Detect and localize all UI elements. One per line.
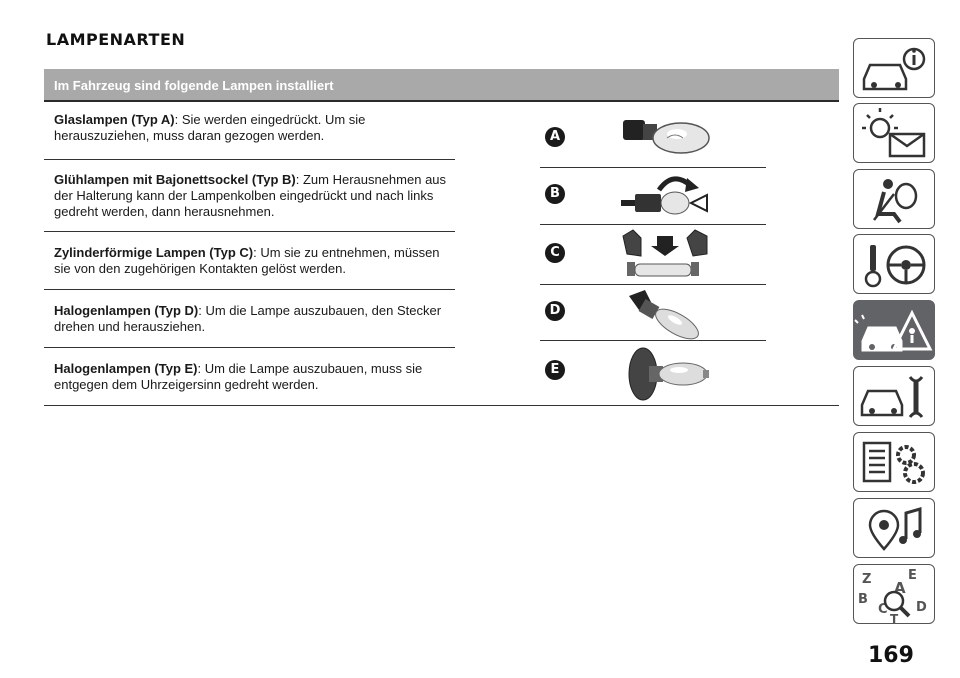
letter-badge-c: C: [545, 243, 565, 263]
lamp-type-label: Glühlampen mit Bajonettsockel (Typ B): [54, 172, 296, 187]
seat-airbag-icon: [854, 170, 936, 230]
letter-badge-b: B: [545, 184, 565, 204]
index-letter: C: [878, 602, 888, 617]
lamp-description: : Zum Herausnehmen aus der Halterung kann der Lampenkolben eingedrückt und nach links gedreht werden, dann herausnehmen.: [54, 172, 447, 219]
side-tab-safety[interactable]: [853, 169, 935, 229]
lamp-description: : Sie werden eingedrückt. Um sie herauszuziehen, muss daran gezogen werden.: [54, 112, 366, 143]
navigation-music-icon: [854, 499, 936, 559]
table-bottom-rule: [44, 405, 839, 406]
lamp-type-label: Halogenlampen (Typ D): [54, 303, 199, 318]
lamp-type-label: Glaslampen (Typ A): [54, 112, 175, 127]
lamp-row-b: [44, 172, 455, 232]
alphabet-index-icon: [854, 565, 936, 625]
side-tab-emergency[interactable]: [853, 300, 935, 360]
warning-light-envelope-icon: [854, 104, 936, 164]
letter-badge-d: D: [545, 301, 565, 321]
page-number: 169: [868, 643, 914, 668]
side-tab-maintenance[interactable]: [853, 366, 935, 426]
side-tab-multimedia[interactable]: [853, 498, 935, 558]
side-tab-starting-driving[interactable]: [853, 234, 935, 294]
index-letter: T: [890, 612, 899, 625]
checklist-gears-icon: [854, 433, 936, 493]
halogen-bulb-d-icon: [615, 286, 715, 340]
lamp-type-label: Halogenlampen (Typ E): [54, 361, 198, 376]
index-letter: Z: [862, 572, 872, 587]
side-tab-technical-data[interactable]: [853, 432, 935, 492]
letter-badge-a: A: [545, 127, 565, 147]
side-tab-car-info[interactable]: [853, 38, 935, 98]
table-header-text: Im Fahrzeug sind folgende Lampen installiert: [54, 78, 334, 93]
index-letter: E: [908, 568, 917, 583]
car-info-icon: [854, 39, 936, 99]
wedge-bulb-icon: [615, 112, 715, 162]
lamp-row-e: [44, 361, 455, 405]
festoon-bulb-icon: [615, 226, 715, 282]
halogen-bulb-e-icon: [615, 344, 715, 402]
car-breakdown-warning-icon: [854, 301, 936, 361]
lamp-description: : Um die Lampe auszubauen, muss sie entgegen dem Uhrzeigersinn gedreht werden.: [54, 361, 423, 392]
lamp-description: : Um sie zu entnehmen, müssen sie von den zugehörigen Kontakten gelöst werden.: [54, 245, 440, 276]
letter-badge-e: E: [545, 360, 565, 380]
bayonet-bulb-icon: [615, 166, 715, 222]
lamp-row-d: [44, 303, 455, 348]
index-letter: A: [894, 579, 906, 597]
index-letter: B: [858, 592, 868, 607]
car-wrench-icon: [854, 367, 936, 427]
lamp-row-c: [44, 245, 455, 290]
side-tab-warning-lights[interactable]: [853, 103, 935, 163]
lamp-row-a: [44, 112, 455, 160]
table-header: [44, 69, 839, 102]
page-title: LAMPENARTEN: [46, 30, 186, 49]
lamp-type-label: Zylinderförmige Lampen (Typ C): [54, 245, 254, 260]
lamp-description: : Um die Lampe auszubauen, den Stecker drehen und herausziehen.: [54, 303, 442, 334]
side-tab-index[interactable]: [853, 564, 935, 624]
key-steering-wheel-icon: [854, 235, 936, 295]
index-letter: D: [916, 600, 927, 615]
